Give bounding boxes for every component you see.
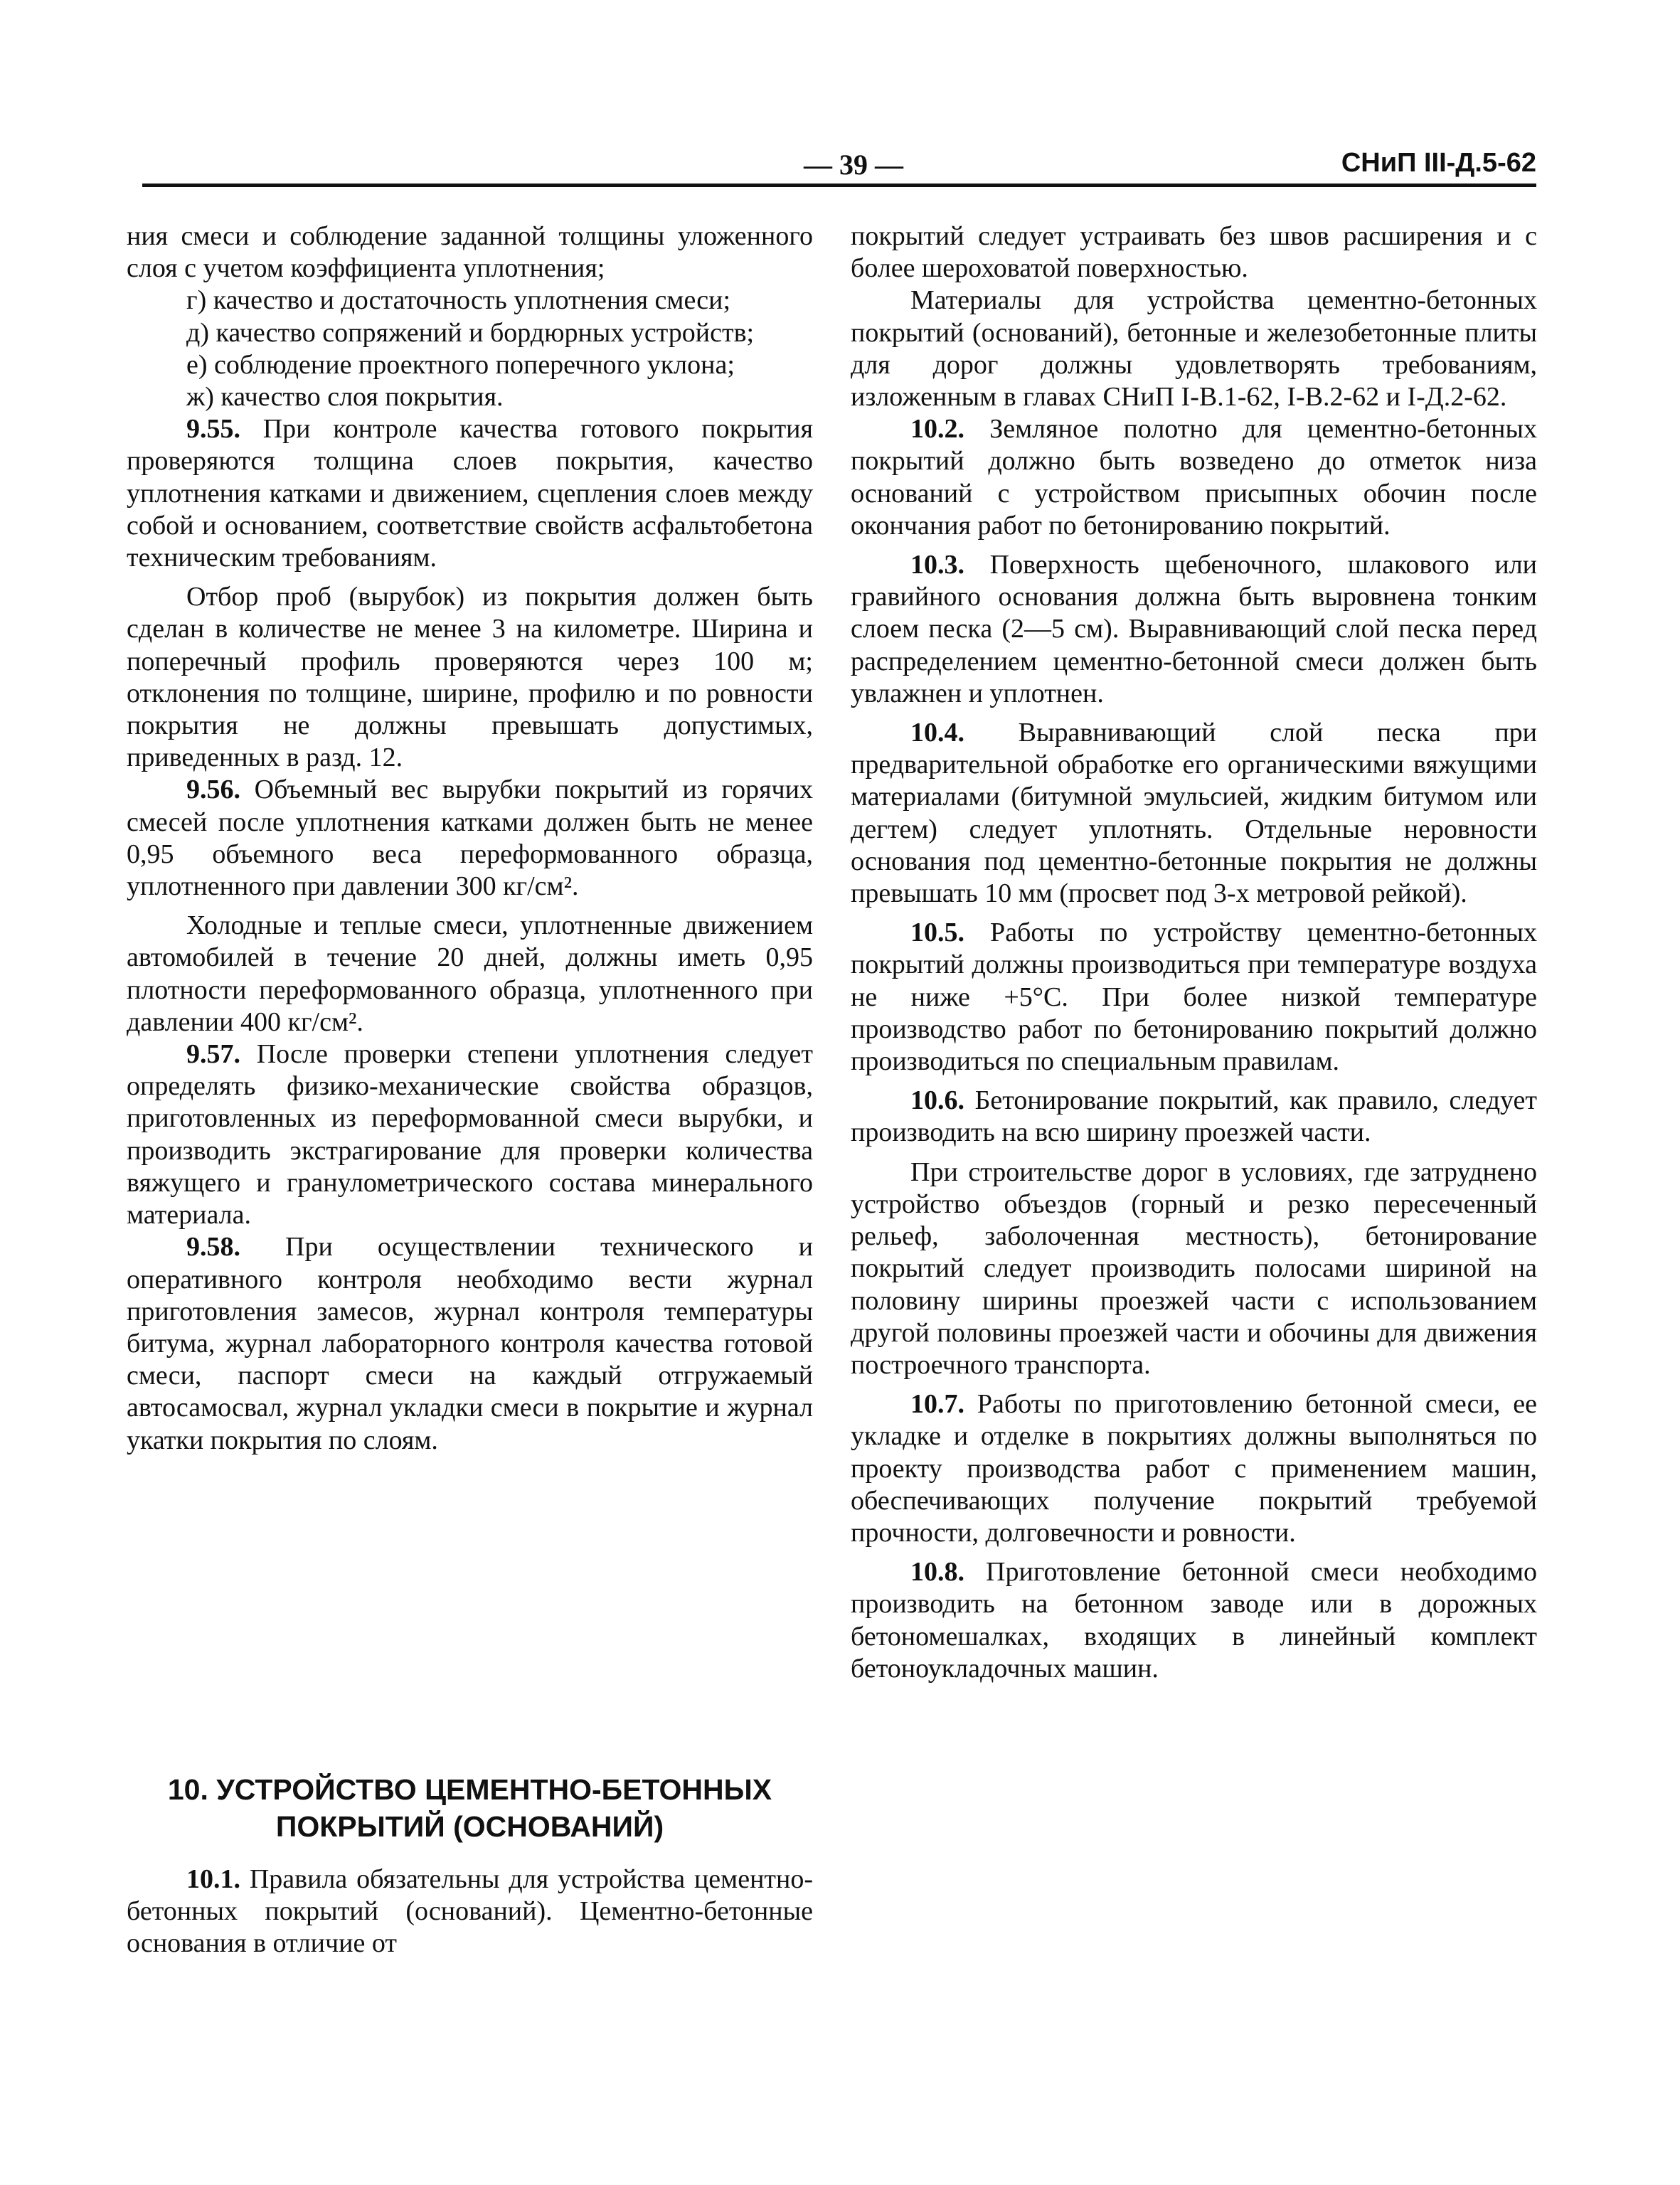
paragraph: [851, 1388, 1537, 1549]
clause-number: 10.3.: [910, 550, 964, 580]
left-column: [127, 220, 813, 1457]
paragraph: [851, 1085, 1537, 1149]
document-code: СНиП III-Д.5-62: [1341, 148, 1536, 178]
right-column: [851, 220, 1537, 1685]
paragraph-text: При осуществлении технического и оперативного контроля необходимо вести журнал приготовления замесов, журнал контроля температуры битума, журнал лабораторного контроля качества готовой смеси, паспорт смеси на каждый отгружаемый автосамосвал, журнал укладки смеси в покрытие и журнал укатки покрытия по слоям.: [127, 1232, 813, 1455]
list-item: [127, 317, 813, 349]
paragraph-text: Бетонирование покрытий, как правило, следует производить на всю ширину проезжей части.: [851, 1085, 1537, 1148]
paragraph: [127, 413, 813, 574]
paragraph-text: Объемный вес вырубки покрытий из горячих смесей после уплотнения катками должен быть не менее 0,95 объемного веса переформованного образца, уплотненного при давлении 300 кг/см².: [127, 775, 813, 902]
paragraph-text: ж) качество слоя покрытия.: [186, 382, 504, 413]
paragraph-text: Отбор проб (вырубок) из покрытия должен быть сделан в количестве не менее 3 на километре. Ширина и поперечный профиль проверяются через 100 м; отклонения по толщине, ширине, профилю и по ровности покрытия не должны превышать допустимых, приведенных в разд. 12.: [127, 582, 813, 773]
paragraph-text: Правила обязательны для устройства цементно-бетонных покрытий (оснований). Цементно-бетонные основания в отличие от: [127, 1864, 813, 1959]
paragraph: [127, 1864, 813, 1960]
paragraph-text: Работы по устройству цементно-бетонных покрытий должны производиться при температуре воздуха не ниже +5°С. При более низкой температуре производство работ по бетонированию покрытий должно производиться по специальным правилам.: [851, 918, 1537, 1077]
paragraph-text: Выравнивающий слой песка при предварительной обработке его органическими вяжущими материалами (битумной эмульсией, жидким битумом или дегтем) следует уплотнять. Отдельные неровности основания под цементно-бетонные покрытия не должны превышать 10 мм (просвет под 3-х метровой рейкой).: [851, 718, 1537, 909]
paragraph-text: После проверки степени уплотнения следует определять физико-механические свойства образцов, приготовленных из переформованной смеси вырубки, и производить экстрагирование для проверки количества вяжущего и гранулометрического состава минерального материала.: [127, 1039, 813, 1230]
clause-number: 10.4.: [910, 718, 964, 748]
page-number: — 39 —: [804, 149, 903, 181]
paragraph: [127, 1038, 813, 1231]
clause-number: 9.58.: [186, 1232, 240, 1262]
paragraph: [851, 717, 1537, 910]
paragraph-text: Поверхность щебеночного, шлакового или гравийного основания должна быть выровнена тонким слоем песка (2—5 см). Выравнивающий слой песка перед распределением цементно-бетонной смеси должен быть увлажнен и уплотнен.: [851, 550, 1537, 708]
section-heading-line: 10. УСТРОЙСТВО ЦЕМЕНТНО-БЕТОННЫХ: [167, 1773, 772, 1806]
paragraph-text: покрытий следует устраивать без швов расширения и с более шероховатой поверхностью.: [851, 221, 1537, 284]
paragraph-text: Приготовление бетонной смеси необходимо производить на бетонном заводе или в дорожных бетономешалках, входящих в линейный комплект бетоноукладочных машин.: [851, 1557, 1537, 1684]
paragraph: [127, 774, 813, 903]
paragraph: [851, 285, 1537, 413]
paragraph-text: При строительстве дорог в условиях, где затруднено устройство объездов (горный и резко пересеченный рельеф, заболоченная местность), бетонирование покрытий следует производить полосами шириной на половину ширины проезжей части с использованием другой половины проезжей части и обочины для движения построечного транспорта.: [851, 1157, 1537, 1380]
paragraph-text: ния смеси и соблюдение заданной толщины уложенного слоя с учетом коэффициента уплотнения;: [127, 221, 813, 284]
paragraph: [851, 917, 1537, 1078]
paragraph-text: Материалы для устройства цементно-бетонных покрытий (оснований), бетонные и железобетонные плиты для дорог должны удовлетворять требованиям, изложенным в главах СНиП I-В.1-62, I-В.2-62 и I-Д.2-62.: [851, 285, 1537, 413]
paragraph-text: Земляное полотно для цементно-бетонных покрытий должно быть возведено до отметок низа оснований с устройством присыпных обочин после окончания работ по бетонированию покрытий.: [851, 414, 1537, 541]
clause-number: 9.55.: [186, 414, 240, 445]
clause-number: 9.56.: [186, 775, 240, 805]
paragraph: [851, 220, 1537, 285]
list-item: [127, 381, 813, 413]
paragraph: [851, 1556, 1537, 1685]
paragraph-text: Холодные и теплые смеси, уплотненные движением автомобилей в течение 20 дней, должны иметь 0,95 плотности переформованного образца, уплотненного при давлении 400 кг/см².: [127, 910, 813, 1037]
paragraph-text: Работы по приготовлению бетонной смеси, ее укладке и отделке в покрытиях должны выполняться по проекту производства работ с применением машин, обеспечивающих получение покрытий требуемой прочности, долговечности и ровности.: [851, 1389, 1537, 1548]
paragraph: [127, 581, 813, 774]
paragraph: [851, 549, 1537, 710]
clause-number: 10.1.: [186, 1864, 240, 1894]
paragraph: [851, 413, 1537, 542]
paragraph-text: д) качество сопряжений и бордюрных устройств;: [186, 317, 755, 348]
paragraph-text: При контроле качества готового покрытия проверяются толщина слоев покрытия, качество уплотнения катками и движением, сцепления слоев между собой и основанием, соответствие свойств асфальтобетона техническим требованиям.: [127, 414, 813, 573]
paragraph: [127, 910, 813, 1038]
section-intro: [127, 1864, 813, 1960]
section-heading-line: ПОКРЫТИЙ (ОСНОВАНИЙ): [275, 1810, 664, 1843]
clause-number: 10.5.: [910, 918, 964, 948]
clause-number: 10.2.: [910, 414, 964, 445]
paragraph: [851, 1157, 1537, 1381]
header-rule: [142, 184, 1536, 187]
list-item: [127, 349, 813, 381]
clause-number: 10.8.: [910, 1557, 964, 1588]
section-heading: [127, 1771, 813, 1845]
list-item: [127, 285, 813, 317]
clause-number: 10.7.: [910, 1389, 964, 1420]
clause-number: 9.57.: [186, 1039, 240, 1070]
paragraph: [127, 1231, 813, 1456]
clause-number: 10.6.: [910, 1085, 964, 1116]
paragraph-text: е) соблюдение проектного поперечного уклона;: [186, 349, 735, 380]
paragraph: [127, 220, 813, 285]
paragraph-text: г) качество и достаточность уплотнения смеси;: [186, 285, 731, 316]
